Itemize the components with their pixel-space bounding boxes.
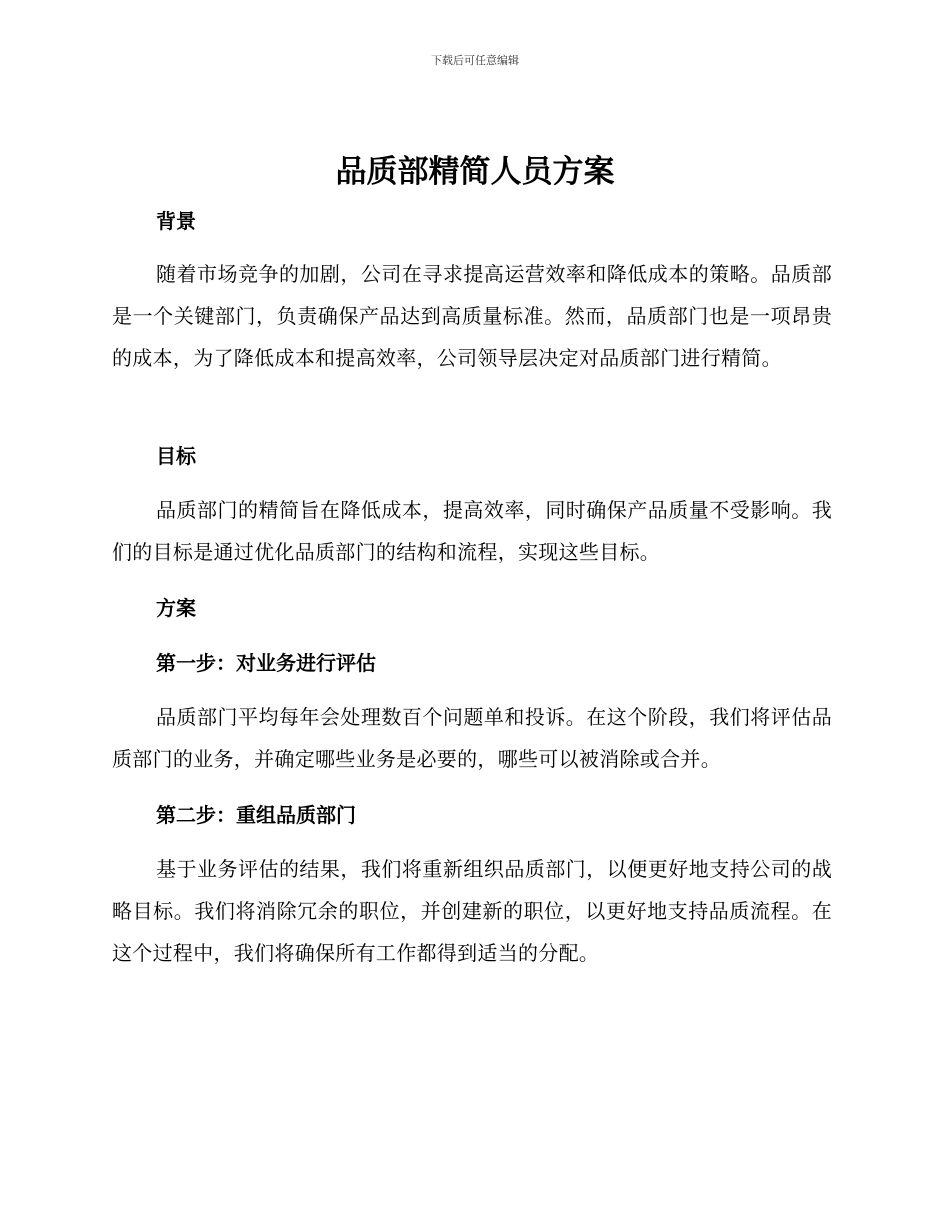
section-heading-background: 背景: [156, 209, 196, 233]
paragraph-background: 随着市场竞争的加剧，公司在寻求提高运营效率和降低成本的策略。品质部是一个关键部门，负责确保产品达到高质量标准。然而，品质部门也是一项昂贵的成本，为了降低成本和提高效率，公司领导层决定对品质部门进行精简。: [112, 262, 832, 370]
header-note: 下载后可任意编辑: [431, 54, 519, 67]
step-heading-1: 第一步：对业务进行评估: [156, 651, 376, 675]
paragraph-step-2: 基于业务评估的结果，我们将重新组织品质部门，以便更好地支持公司的战略目标。我们将消除冗余的职位，并创建新的职位，以更好地支持品质流程。在这个过程中，我们将确保所有工作都得到适当的分配。: [112, 857, 832, 965]
paragraph-step-1: 品质部门平均每年会处理数百个问题单和投诉。在这个阶段，我们将评估品质部门的业务，并确定哪些业务是必要的，哪些可以被消除或合并。: [112, 705, 832, 771]
document-title: 品质部精简人员方案: [335, 154, 615, 190]
section-heading-plan: 方案: [156, 596, 196, 620]
step-heading-2: 第二步：重组品质部门: [156, 803, 356, 827]
paragraph-goal: 品质部门的精简旨在降低成本，提高效率，同时确保产品质量不受影响。我们的目标是通过优化品质部门的结构和流程，实现这些目标。: [112, 498, 832, 564]
section-heading-goal: 目标: [156, 444, 196, 468]
